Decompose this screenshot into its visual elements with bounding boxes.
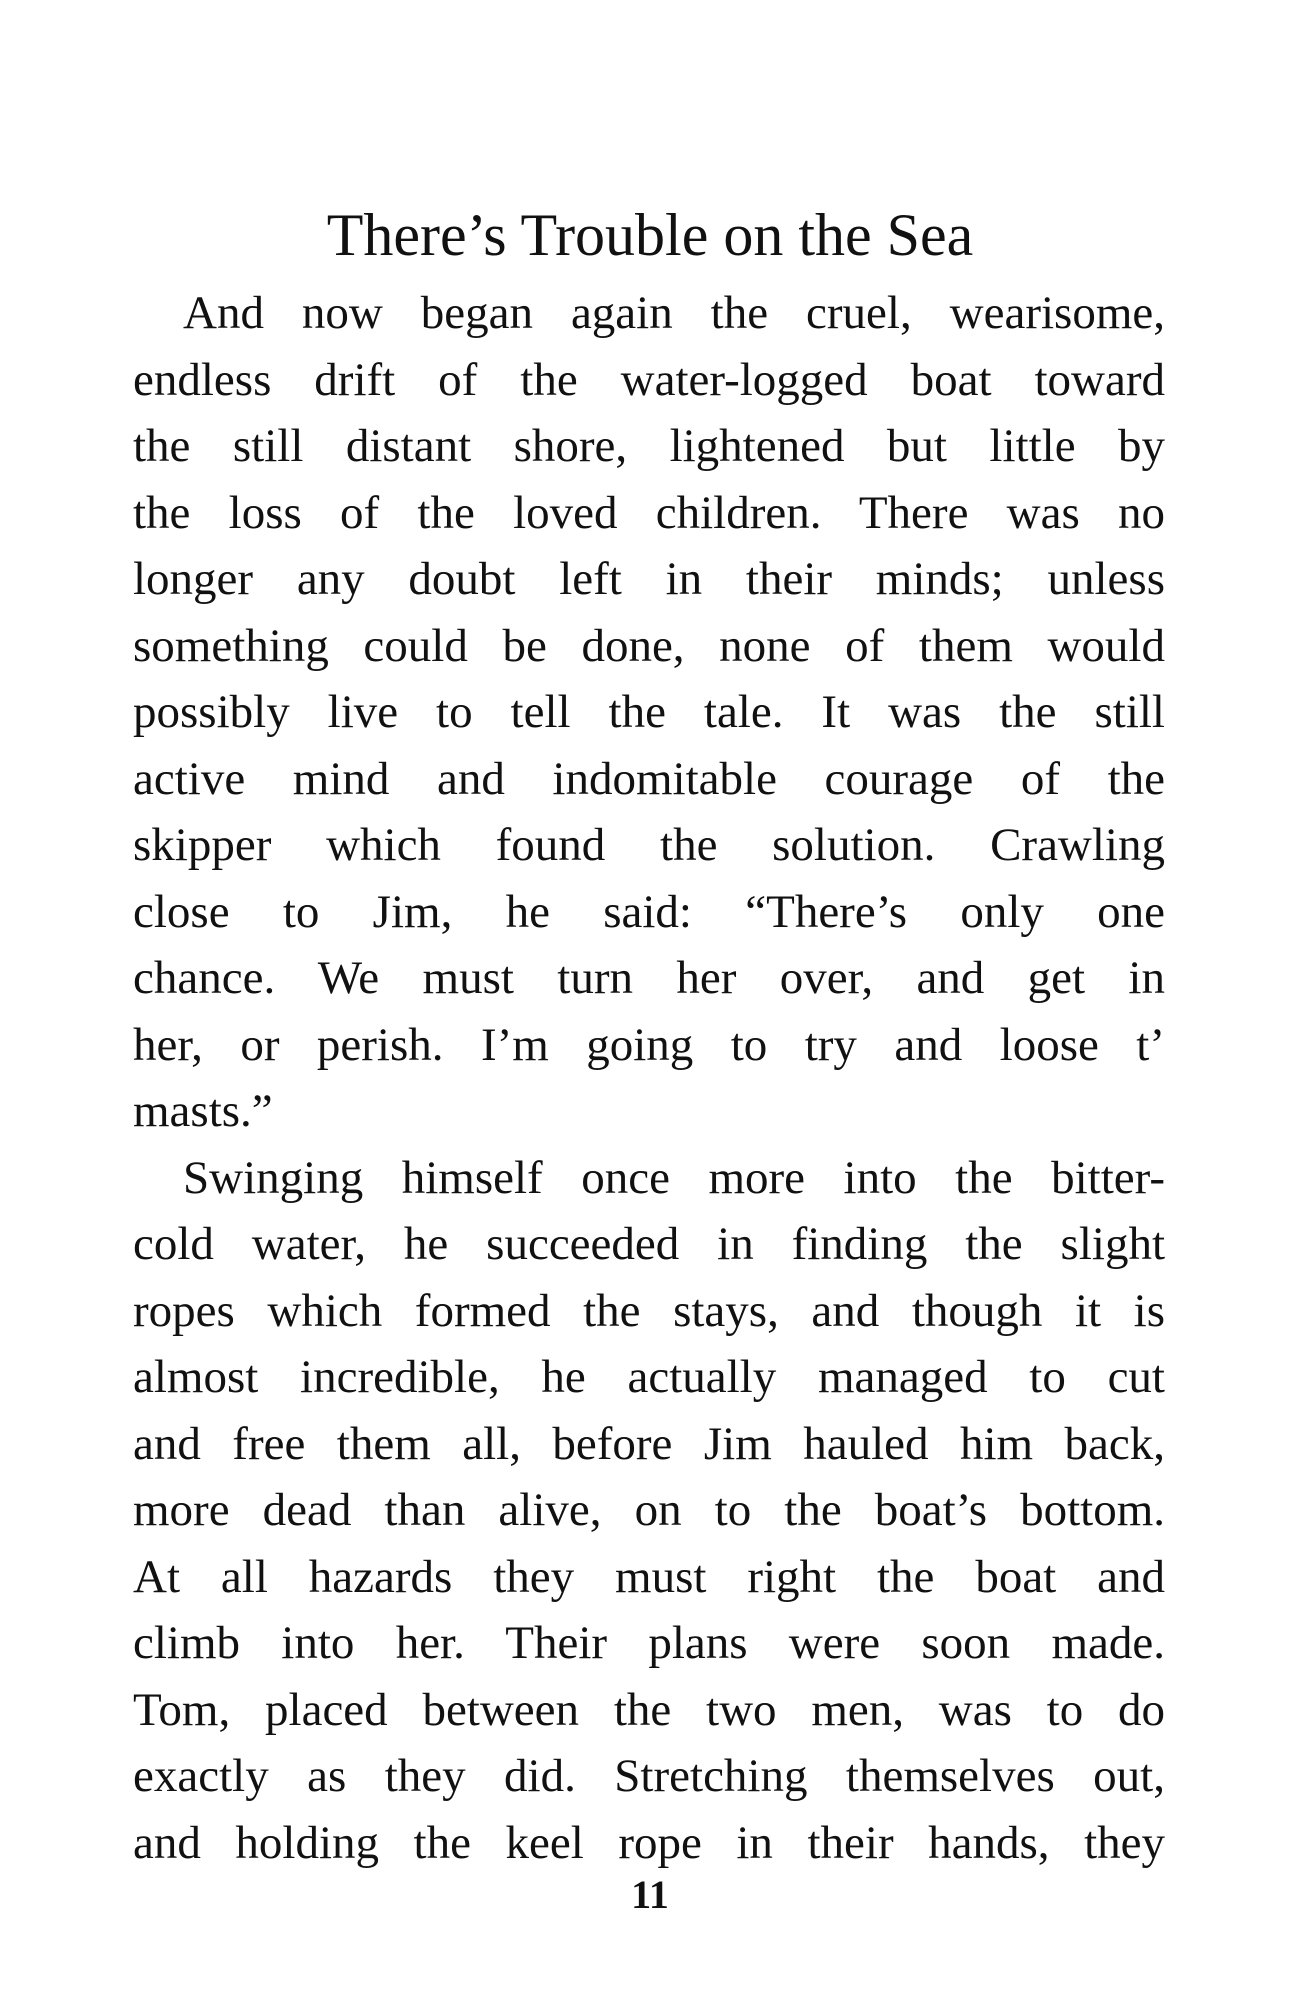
text-line: climb into her. Their plans were soon made. bbox=[133, 1617, 1165, 1669]
body-text bbox=[133, 280, 1165, 1876]
text-line: close to Jim, he said: “There’s only one bbox=[133, 885, 1165, 938]
text-line: and holding the keel rope in their hands, they bbox=[133, 1816, 1165, 1869]
text-line: chance. We must turn her over, and get in bbox=[133, 952, 1165, 1004]
chapter-title: There’s Trouble on the Sea bbox=[326, 202, 974, 268]
text-line: almost incredible, he actually managed to cut bbox=[133, 1351, 1165, 1403]
text-line: longer any doubt left in their minds; unless bbox=[133, 553, 1165, 605]
text-line: ropes which formed the stays, and though it is bbox=[133, 1284, 1165, 1337]
text-line: cold water, he succeeded in finding the slight bbox=[133, 1218, 1165, 1270]
text-line: something could be done, none of them would bbox=[133, 619, 1165, 672]
text-line: her, or perish. I’m going to try and loose t’ bbox=[133, 1018, 1165, 1071]
text-line: At all hazards they must right the boat and bbox=[133, 1550, 1165, 1603]
paragraph-2 bbox=[133, 1145, 1165, 1877]
text-line: and free them all, before Jim hauled him back, bbox=[133, 1417, 1165, 1470]
text-line: more dead than alive, on to the boat’s bottom. bbox=[133, 1484, 1165, 1536]
text-line: active mind and indomitable courage of the bbox=[133, 752, 1165, 805]
text-line: skipper which found the solution. Crawling bbox=[133, 819, 1165, 871]
text-line: masts.” bbox=[133, 1085, 273, 1137]
text-line: Tom, placed between the two men, was to do bbox=[133, 1683, 1165, 1736]
text-line: the still distant shore, lightened but little by bbox=[133, 420, 1165, 472]
text-line: the loss of the loved children. There was no bbox=[133, 486, 1165, 539]
text-line: possibly live to tell the tale. It was the still bbox=[133, 686, 1165, 738]
text-line: Swinging himself once more into the bitter- bbox=[183, 1151, 1165, 1204]
text-line: exactly as they did. Stretching themselves out, bbox=[133, 1750, 1165, 1802]
text-line: And now began again the cruel, wearisome, bbox=[183, 287, 1165, 339]
text-line: endless drift of the water-logged boat toward bbox=[133, 353, 1165, 406]
paragraph-1 bbox=[133, 280, 1165, 1145]
page-number: 11 bbox=[631, 1872, 669, 1917]
